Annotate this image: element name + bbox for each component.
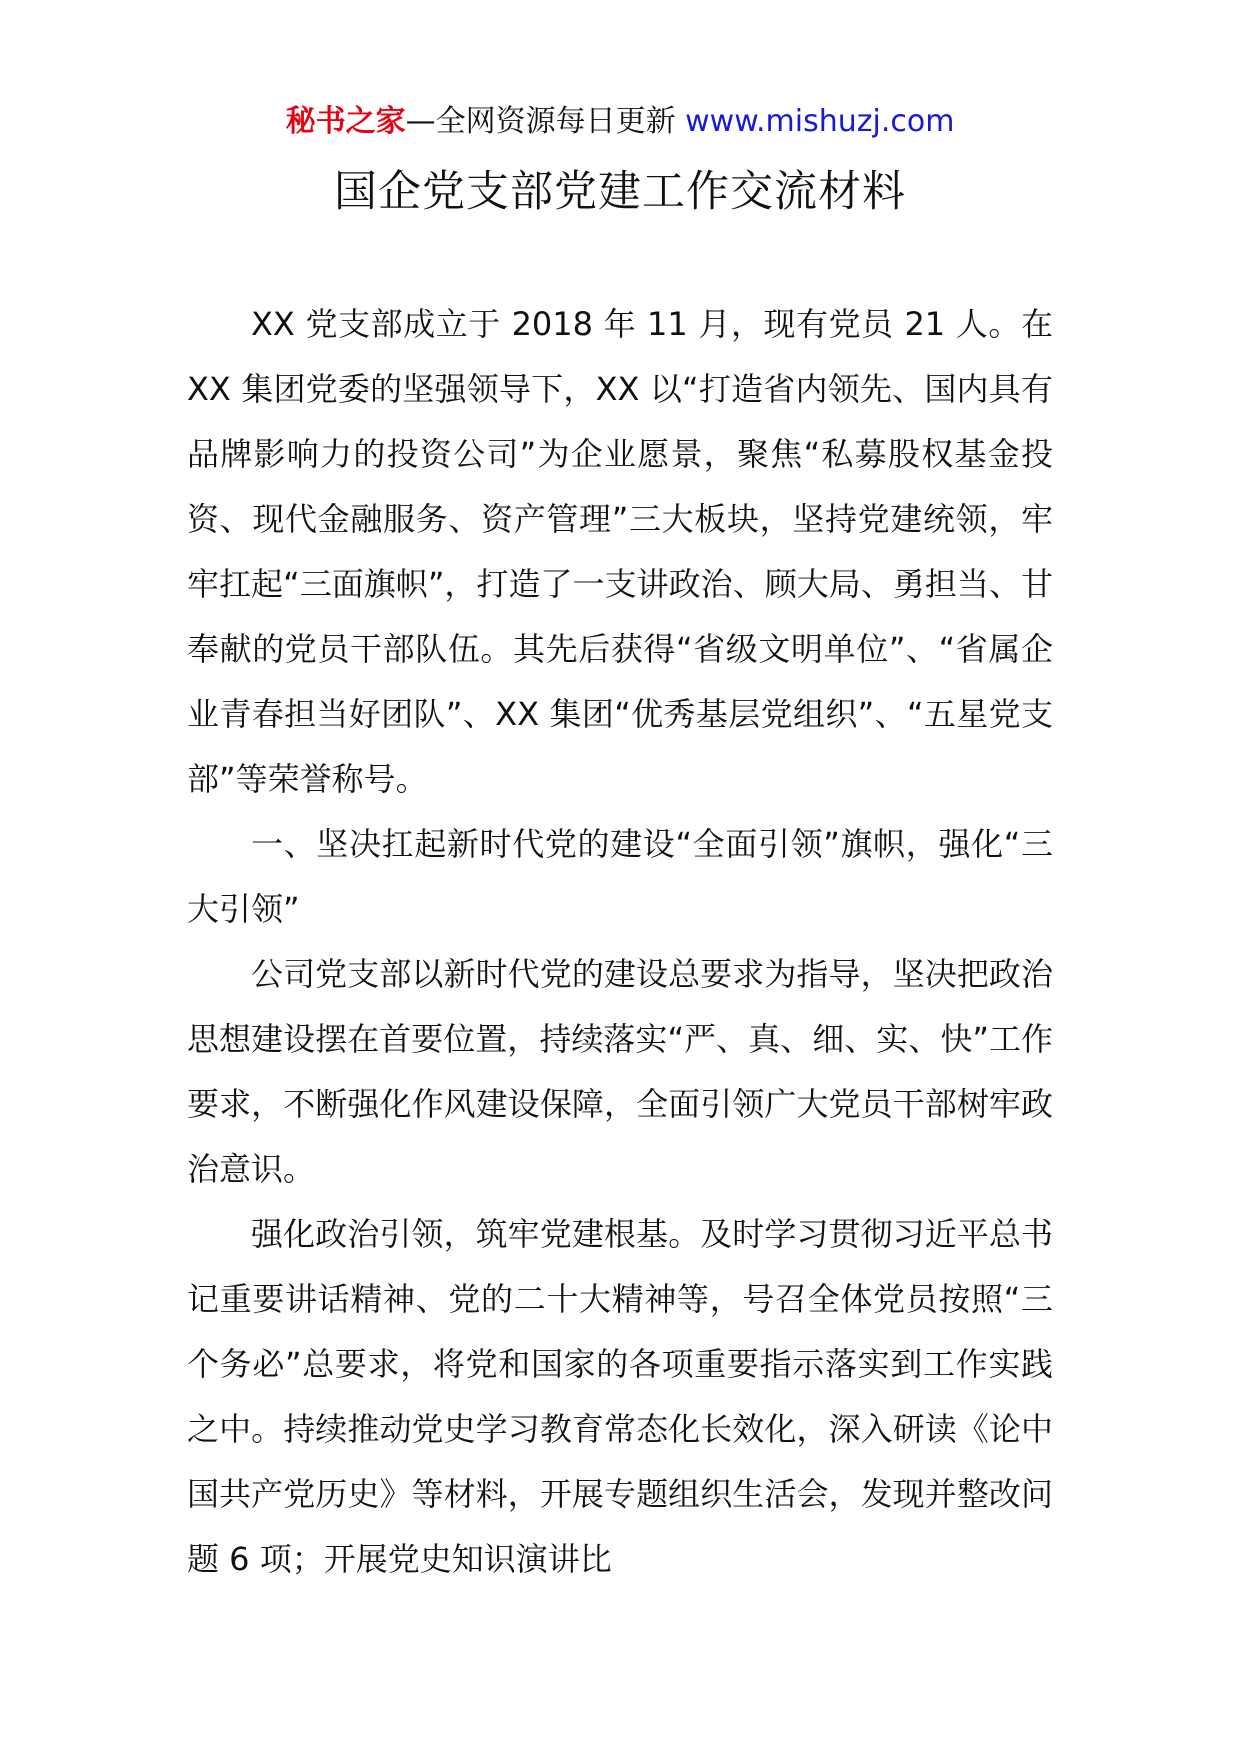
paragraph-intro: XX 党支部成立于 2018 年 11 月，现有党员 21 人。在 XX 集团党委的坚强领导下，XX 以“打造省内领先、国内具有品牌影响力的投资公司”为企业愿景，聚焦“私募股权基金投资、现代金融服务、资产管理”三大板块，坚持党建统领，牢牢扛起“三面旗帜”，打造了一支讲政治、顾大局、勇担当、甘奉献的党员干部队伍。其先后获得“省级文明单位”、“省属企业青春担当好团队”、XX 集团“优秀基层党组织”、“五星党支部”等荣誉称号。: [187, 305, 1053, 798]
document-title: 国企党支部党建工作交流材料: [334, 167, 906, 217]
site-url-link[interactable]: www.mishuzj.com: [685, 104, 955, 139]
site-header: [0, 100, 1240, 144]
paragraph-section-1-intro: 公司党支部以新时代党的建设总要求为指导，坚决把政治思想建设摆在首要位置，持续落实“严、真、细、实、快”工作要求，不断强化作风建设保障，全面引领广大党员干部树牢政治意识。: [187, 955, 1053, 1188]
brand-name: 秘书之家: [285, 104, 406, 139]
document-body: [187, 292, 1053, 1592]
header-slogan: —全网资源每日更新: [405, 104, 676, 139]
paragraph-political-leadership: 强化政治引领，筑牢党建根基。及时学习贯彻习近平总书记重要讲话精神、党的二十大精神等，号召全体党员按照“三个务必”总要求，将党和国家的各项重要指示落实到工作实践之中。持续推动党史学习教育常态化长效化，深入研读《论中国共产党历史》等材料，开展专题组织生活会，发现并整改问题 6 项；开展党史知识演讲比: [187, 1215, 1053, 1578]
section-heading-1: 一、坚决扛起新时代党的建设“全面引领”旗帜，强化“三大引领”: [187, 825, 1053, 928]
